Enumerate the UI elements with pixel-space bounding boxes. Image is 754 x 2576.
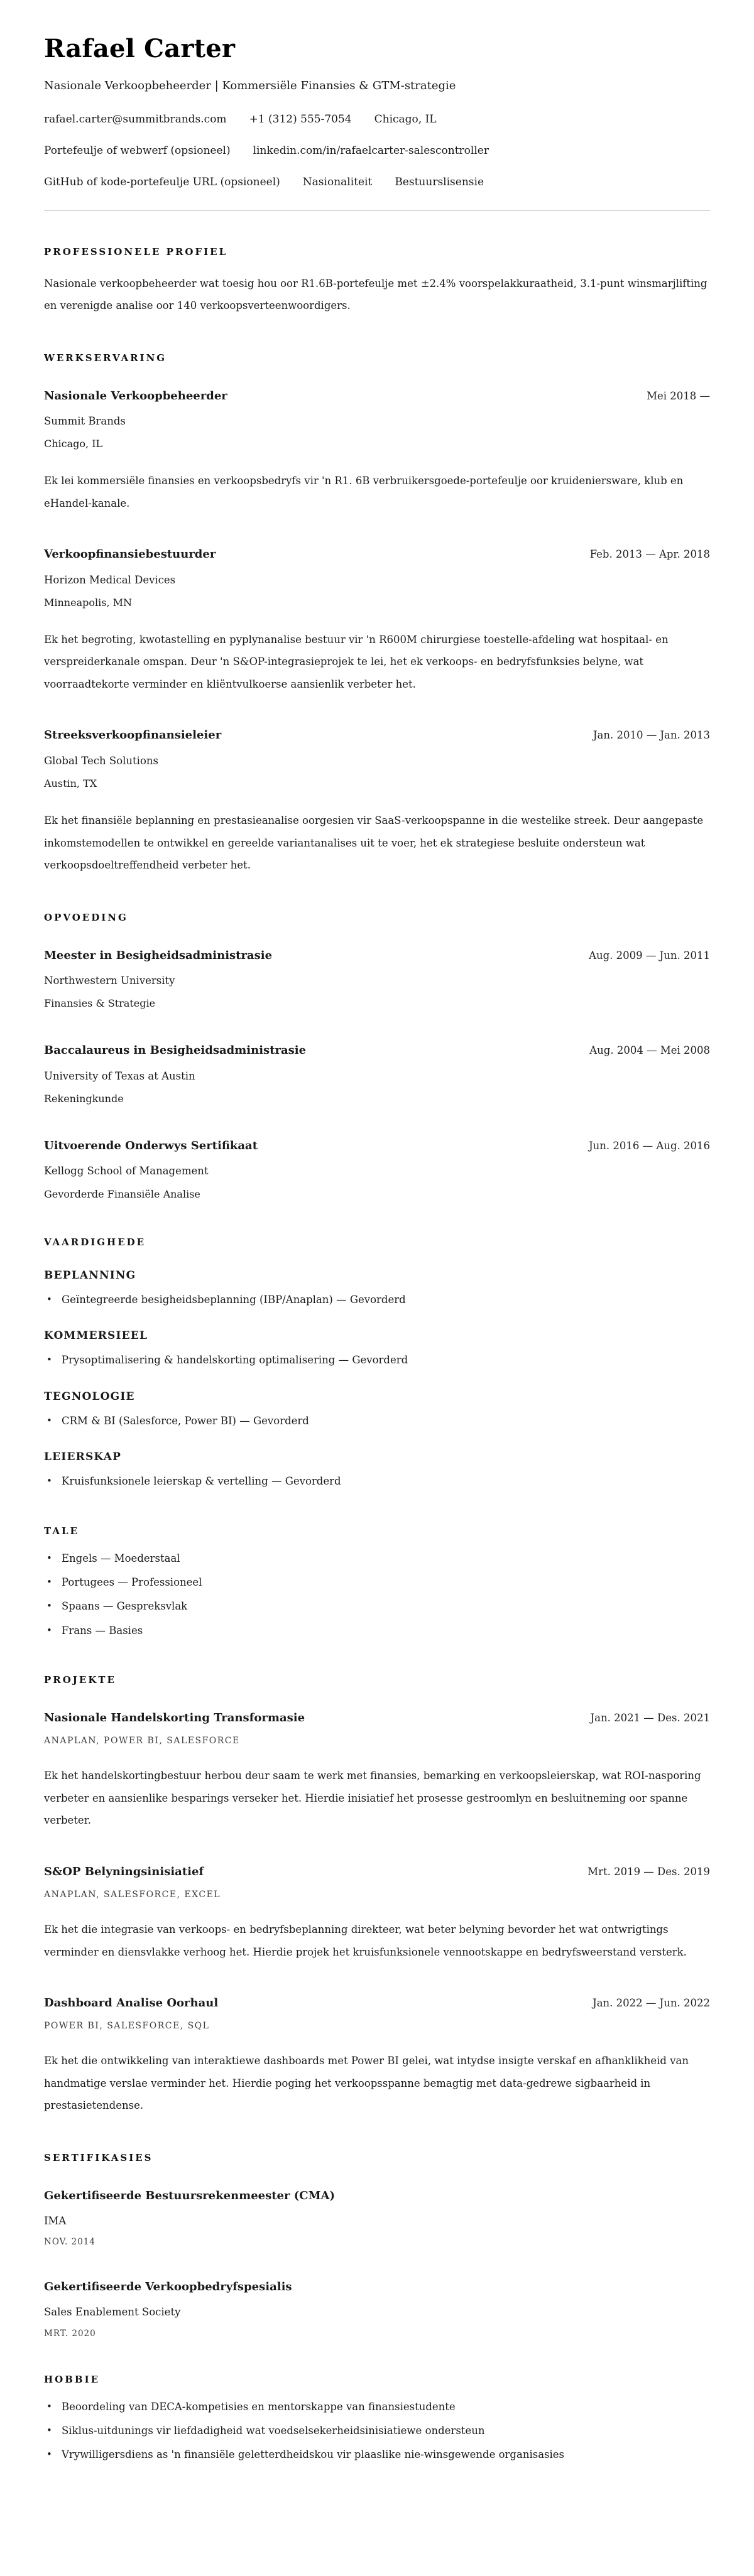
education-entry: [44, 948, 710, 1011]
project-title: Dashboard Analise Oorhaul: [44, 1996, 219, 2010]
education-entry: [44, 1139, 710, 1201]
phone-text: +1 (312) 555-7054: [249, 113, 352, 126]
project-title: S&OP Belyningsinisiatief: [44, 1864, 204, 1878]
education-entry-head: [44, 1139, 710, 1154]
profile-summary: Nasionale verkoopbeheerder wat toesig hou oor R1.6B-portefeulje met ±2.4% voorspelakkuraatheid, 3.1-punt winsmarjlifting en verenigde analise oor 140 verkoopsverteenwoordigers.: [44, 277, 708, 312]
job-entry-head: [44, 389, 710, 404]
contact-row-3: [44, 175, 710, 190]
section-hobbies-heading: HOBBIE: [44, 2373, 101, 2385]
skill-group: [44, 1390, 710, 1429]
education-dates: Jun. 2016 — Aug. 2016: [589, 1140, 710, 1152]
header-divider: [44, 210, 710, 211]
hobby-list: [44, 2399, 710, 2464]
linkedin-text: linkedin.com/in/rafaelcarter-salescontroller: [253, 144, 489, 157]
certification-title: Gekertifiseerde Verkoopbedryfspesialis: [44, 2280, 292, 2294]
skill-item: • Kruisfunksionele leierskap & vertelling — Gevorderd: [44, 1473, 710, 1490]
job-dates: Mei 2018 —: [647, 389, 710, 402]
candidate-headline: Nasionale Verkoopbeheerder | Kommersiële Finansies & GTM-strategie: [44, 79, 456, 92]
section-skills: [44, 1237, 710, 1490]
project-entry-head: [44, 1996, 710, 2011]
school-name: Northwestern University: [44, 974, 175, 987]
job-dates: Feb. 2013 — Apr. 2018: [589, 548, 710, 561]
job-dates: Jan. 2010 — Jan. 2013: [593, 729, 710, 742]
section-projects-heading: PROJEKTE: [44, 1674, 116, 1686]
project-description: Ek het die ontwikkeling van interaktiewe dashboards met Power BI gelei, wat intydse insigte verskaf en afhanklikheid van handmatige verslae verminder het. Hierdie poging het verkoopsspanne bemagtig met data-gedrewe sigbaarheid in prestasietendense.: [44, 2055, 689, 2112]
section-profile: [44, 246, 710, 317]
certification-entry: [44, 2280, 710, 2338]
section-certifications: [44, 2152, 710, 2339]
job-company: Global Tech Solutions: [44, 754, 158, 767]
section-certifications-heading: SERTIFIKASIES: [44, 2151, 153, 2163]
project-dates: Jan. 2021 — Des. 2021: [590, 1712, 710, 1724]
job-company: Horizon Medical Devices: [44, 573, 176, 586]
field-of-study: Gevorderde Finansiële Analise: [44, 1188, 200, 1200]
certification-date: MRT. 2020: [44, 2328, 96, 2339]
project-tags: ANAPLAN, POWER BI, SALESFORCE: [44, 1736, 240, 1746]
school-name: University of Texas at Austin: [44, 1069, 195, 1082]
section-work-heading: WERKSERVARING: [44, 352, 167, 364]
project-entry-head: [44, 1711, 710, 1726]
language-item: • Frans — Basies: [44, 1623, 710, 1639]
certification-title: Gekertifiseerde Bestuursrekenmeester (CMA): [44, 2189, 335, 2202]
job-location: Chicago, IL: [44, 437, 103, 450]
job-location: Austin, TX: [44, 777, 97, 789]
skill-list: [44, 1292, 710, 1308]
contact-row-1: [44, 112, 710, 127]
candidate-name: Rafael Carter: [44, 34, 236, 63]
certification-issuer: Sales Enablement Society: [44, 2306, 181, 2319]
drivers-license-label: Bestuurslisensie: [395, 175, 484, 188]
certification-entry: [44, 2189, 710, 2247]
skill-group-title: BEPLANNING: [44, 1269, 136, 1282]
project-tags: POWER BI, SALESFORCE, SQL: [44, 2021, 210, 2032]
job-entry: [44, 547, 710, 695]
job-title: Streeksverkoopfinansieleier: [44, 728, 222, 742]
job-entry-head: [44, 728, 710, 743]
resume-header: [44, 34, 710, 211]
skill-group-title: KOMMERSIEEL: [44, 1329, 148, 1343]
job-company: Summit Brands: [44, 414, 126, 427]
section-profile-heading: PROFESSIONELE PROFIEL: [44, 246, 228, 257]
job-title: Nasionale Verkoopbeheerder: [44, 389, 227, 403]
job-title: Verkoopfinansiebestuurder: [44, 548, 216, 561]
skill-group: [44, 1269, 710, 1308]
degree-title: Uitvoerende Onderwys Sertifikaat: [44, 1139, 258, 1153]
skill-list: [44, 1352, 710, 1368]
nationality-label: Nasionaliteit: [302, 175, 373, 188]
education-entry: [44, 1043, 710, 1106]
github-label: GitHub of kode-portefeulje URL (opsioneel): [44, 175, 280, 188]
hobby-item: • Vrywilligersdiens as 'n finansiële geletterdheidskou vir plaaslike nie-winsgewende organisasies: [44, 2447, 710, 2463]
education-dates: Aug. 2009 — Jun. 2011: [589, 949, 710, 961]
hobby-item: • Siklus-uitdunings vir liefdadigheid wat voedselsekerheidsinisiatiewe ondersteun: [44, 2423, 710, 2439]
language-item: • Portugees — Professioneel: [44, 1574, 710, 1591]
project-entry: [44, 1711, 710, 1832]
job-location: Minneapolis, MN: [44, 596, 132, 609]
field-of-study: Rekeningkunde: [44, 1092, 124, 1105]
skill-group: [44, 1451, 710, 1490]
project-title: Nasionale Handelskorting Transformasie: [44, 1711, 305, 1725]
project-dates: Mrt. 2019 — Des. 2019: [587, 1865, 710, 1878]
project-description: Ek het die integrasie van verkoops- en bedryfsbeplanning direkteer, wat beter belyning bevorder het wat ontwrigtings verminder en diensvlakke verhoog het. Hierdie projek het kruisfunksionele vennootskappe en bedryfsweerstand versterk.: [44, 1924, 687, 1958]
location-text: Chicago, IL: [374, 113, 437, 126]
skill-group-title: TEGNOLOGIE: [44, 1390, 135, 1403]
certification-date: NOV. 2014: [44, 2237, 96, 2248]
education-entry-head: [44, 948, 710, 963]
project-description: Ek het handelskortingbestuur herbou deur saam te werk met finansies, bemarking en verkoopsleierskap, wat ROI-nasporing verbeter en aansienlike besparings verseker het. Hierdie inisiatief het prosesse gestroomlyn en besluitneming oor spanne verbeter.: [44, 1770, 701, 1827]
language-list: [44, 1550, 710, 1640]
job-entry: [44, 728, 710, 876]
job-description: Ek het finansiële beplanning en prestasieanalise oorgesien vir SaaS-verkoopspanne in die westelike streek. Deur aangepaste inkomstemodellen te ontwikkel en gereelde variantanalises uit te voer, het ek strategiese besluite ondersteun wat verkoopsdoeltreffendheid verbeter het.: [44, 814, 704, 872]
education-dates: Aug. 2004 — Mei 2008: [589, 1044, 710, 1057]
project-entry: [44, 1996, 710, 2117]
portfolio-label: Portefeulje of webwerf (opsioneel): [44, 144, 231, 157]
section-work: [44, 352, 710, 877]
skill-item: • CRM & BI (Salesforce, Power BI) — Gevorderd: [44, 1413, 710, 1429]
section-languages: [44, 1525, 710, 1640]
school-name: Kellogg School of Management: [44, 1165, 209, 1177]
section-projects: [44, 1674, 710, 2117]
degree-title: Baccalaureus in Besigheidsadministrasie: [44, 1044, 307, 1058]
skill-list: [44, 1473, 710, 1490]
education-entry-head: [44, 1043, 710, 1058]
section-education-heading: OPVOEDING: [44, 911, 128, 923]
project-tags: ANAPLAN, SALESFORCE, EXCEL: [44, 1890, 221, 1900]
email-text: rafael.carter@summitbrands.com: [44, 113, 227, 126]
language-item: • Engels — Moederstaal: [44, 1550, 710, 1567]
skill-item: • Geïntegreerde besigheidsbeplanning (IBP/Anaplan) — Gevorderd: [44, 1292, 710, 1308]
project-entry: [44, 1864, 710, 1963]
skill-group: [44, 1329, 710, 1368]
skill-list: [44, 1413, 710, 1429]
skill-item: • Prysoptimalisering & handelskorting optimalisering — Gevorderd: [44, 1352, 710, 1368]
language-item: • Spaans — Gespreksvlak: [44, 1598, 710, 1615]
project-entry-head: [44, 1864, 710, 1880]
job-entry: [44, 389, 710, 515]
hobby-item: • Beoordeling van DECA-kompetisies en mentorskappe van finansiestudente: [44, 2399, 710, 2415]
certification-issuer: IMA: [44, 2215, 67, 2227]
section-languages-heading: TALE: [44, 1525, 79, 1537]
section-hobbies: [44, 2374, 710, 2464]
job-description: Ek lei kommersiële finansies en verkoopsbedryfs vir 'n R1. 6B verbruikersgoede-portefeulje oor kruideniersware, klub en eHandel-kanale.: [44, 475, 684, 509]
field-of-study: Finansies & Strategie: [44, 997, 156, 1009]
contact-row-2: [44, 144, 710, 159]
degree-title: Meester in Besigheidsadministrasie: [44, 948, 273, 962]
job-description: Ek het begroting, kwotastelling en pyplynanalise bestuur vir 'n R600M chirurgiese toestelle-afdeling wat hospitaal- en verspreiderkanale omspan. Deur 'n S&OP-integrasieprojek te lei, het ek verkoops- en bedryfsfunksies belyne, wat voorraadtekorte verminder en kliëntvulkoerse aansienlik verbeter het.: [44, 634, 669, 690]
job-entry-head: [44, 547, 710, 562]
project-dates: Jan. 2022 — Jun. 2022: [593, 1997, 710, 2010]
section-skills-heading: VAARDIGHEDE: [44, 1236, 146, 1248]
section-education: [44, 912, 710, 1201]
skill-group-title: LEIERSKAP: [44, 1451, 122, 1464]
